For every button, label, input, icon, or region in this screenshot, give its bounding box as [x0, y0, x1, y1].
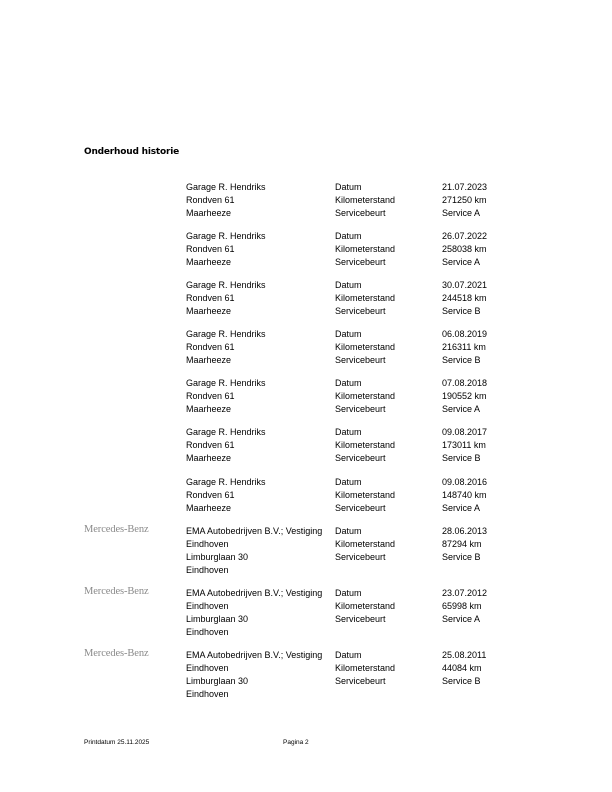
- field-value: Service A: [442, 208, 481, 218]
- field-value: Service A: [442, 404, 481, 414]
- dealer-line: Garage R. Hendriks: [186, 477, 266, 487]
- entry-dealer-column: [186, 230, 266, 269]
- field-value: 216311 km: [442, 342, 486, 352]
- field-value: 30.07.2021: [442, 280, 488, 290]
- dealer-line: Eindhoven: [186, 689, 229, 699]
- field-value: Service A: [442, 503, 481, 513]
- entry-labels-column: [335, 587, 395, 626]
- field-label: Datum: [335, 588, 362, 598]
- field-label: Kilometerstand: [335, 195, 396, 205]
- entry-values-column: [442, 587, 487, 626]
- field-label: Kilometerstand: [335, 490, 396, 500]
- entry-values-column: [442, 525, 487, 564]
- field-value: 07.08.2018: [442, 378, 488, 388]
- dealer-line: Garage R. Hendriks: [186, 231, 266, 241]
- field-label: Kilometerstand: [335, 293, 396, 303]
- entry-values-column: [442, 328, 487, 367]
- dealer-line: Maarheeze: [186, 503, 232, 513]
- entry-labels-column: [335, 525, 395, 564]
- entry-values-column: [442, 181, 487, 220]
- dealer-line: Maarheeze: [186, 208, 232, 218]
- field-value: 244518 km: [442, 293, 487, 303]
- entry-labels-column: [335, 377, 395, 416]
- dealer-line: Garage R. Hendriks: [186, 427, 266, 437]
- dealer-line: EMA Autobedrijven B.V.; Vestiging: [186, 650, 323, 660]
- dealer-line: Eindhoven: [186, 627, 229, 637]
- dealer-line: EMA Autobedrijven B.V.; Vestiging: [186, 526, 323, 536]
- field-label: Datum: [335, 526, 362, 536]
- entry-labels-column: [335, 181, 395, 220]
- field-value: Service A: [442, 257, 481, 267]
- field-label: Servicebeurt: [335, 208, 386, 218]
- field-label: Servicebeurt: [335, 355, 386, 365]
- entry-values-column: [442, 426, 487, 465]
- entry-values-column: [442, 649, 486, 688]
- page-number: Pagina 2: [283, 739, 309, 746]
- field-label: Servicebeurt: [335, 257, 386, 267]
- dealer-line: Eindhoven: [186, 565, 229, 575]
- entry-dealer-column: [186, 328, 266, 367]
- dealer-line: Rondven 61: [186, 293, 235, 303]
- field-label: Datum: [335, 182, 362, 192]
- entry-dealer-column: [186, 587, 322, 639]
- entry-dealer-column: [186, 426, 266, 465]
- entry-labels-column: [335, 328, 395, 367]
- field-label: Kilometerstand: [335, 391, 396, 401]
- field-label: Servicebeurt: [335, 503, 386, 513]
- field-label: Servicebeurt: [335, 552, 386, 562]
- dealer-line: Eindhoven: [186, 663, 229, 673]
- entry-dealer-column: [186, 377, 266, 416]
- entry-labels-column: [335, 476, 395, 515]
- field-label: Servicebeurt: [335, 614, 386, 624]
- field-label: Servicebeurt: [335, 453, 386, 463]
- field-label: Datum: [335, 650, 362, 660]
- field-value: Service B: [442, 355, 481, 365]
- entry-labels-column: [335, 230, 395, 269]
- dealer-line: Limburglaan 30: [186, 614, 249, 624]
- dealer-line: Limburglaan 30: [186, 676, 249, 686]
- mercedes-benz-logo: Mercedes-Benz: [84, 648, 149, 659]
- field-value: 06.08.2019: [442, 329, 488, 339]
- dealer-line: EMA Autobedrijven B.V.; Vestiging: [186, 588, 323, 598]
- print-date: Printdatum 25.11.2025: [84, 739, 150, 746]
- entry-values-column: [442, 476, 487, 515]
- dealer-line: Rondven 61: [186, 342, 235, 352]
- dealer-line: Maarheeze: [186, 306, 232, 316]
- field-value: 173011 km: [442, 440, 486, 450]
- entry-dealer-column: [186, 649, 322, 701]
- field-value: Service A: [442, 614, 481, 624]
- dealer-line: Garage R. Hendriks: [186, 280, 266, 290]
- dealer-line: Maarheeze: [186, 257, 232, 267]
- field-value: 271250 km: [442, 195, 487, 205]
- entry-labels-column: [335, 279, 395, 318]
- field-label: Kilometerstand: [335, 663, 396, 673]
- field-value: 87294 km: [442, 539, 482, 549]
- field-value: 23.07.2012: [442, 588, 488, 598]
- field-label: Datum: [335, 231, 362, 241]
- dealer-line: Rondven 61: [186, 244, 235, 254]
- field-value: 09.08.2017: [442, 427, 488, 437]
- dealer-line: Rondven 61: [186, 391, 235, 401]
- field-value: 09.08.2016: [442, 477, 488, 487]
- entry-labels-column: [335, 649, 395, 688]
- entry-values-column: [442, 279, 487, 318]
- entry-values-column: [442, 230, 487, 269]
- field-value: 190552 km: [442, 391, 487, 401]
- mercedes-benz-logo: Mercedes-Benz: [84, 524, 149, 535]
- dealer-line: Eindhoven: [186, 539, 229, 549]
- field-value: Service B: [442, 453, 481, 463]
- dealer-line: Maarheeze: [186, 453, 232, 463]
- field-value: 21.07.2023: [442, 182, 488, 192]
- field-label: Servicebeurt: [335, 306, 386, 316]
- entry-labels-column: [335, 426, 395, 465]
- field-value: Service B: [442, 676, 481, 686]
- field-label: Servicebeurt: [335, 676, 386, 686]
- field-label: Kilometerstand: [335, 601, 396, 611]
- field-label: Datum: [335, 280, 362, 290]
- dealer-line: Rondven 61: [186, 195, 235, 205]
- field-label: Kilometerstand: [335, 440, 396, 450]
- dealer-line: Maarheeze: [186, 404, 232, 414]
- field-value: 44084 km: [442, 663, 482, 673]
- entry-dealer-column: [186, 279, 266, 318]
- field-value: Service B: [442, 306, 481, 316]
- field-value: 258038 km: [442, 244, 487, 254]
- entry-dealer-column: [186, 476, 266, 515]
- dealer-line: Rondven 61: [186, 490, 235, 500]
- field-label: Servicebeurt: [335, 404, 386, 414]
- mercedes-benz-logo: Mercedes-Benz: [84, 586, 149, 597]
- dealer-line: Rondven 61: [186, 440, 235, 450]
- field-value: Service B: [442, 552, 481, 562]
- entry-values-column: [442, 377, 487, 416]
- dealer-line: Garage R. Hendriks: [186, 329, 266, 339]
- entry-dealer-column: [186, 181, 266, 220]
- section-title: Onderhoud historie: [84, 147, 179, 157]
- dealer-line: Maarheeze: [186, 355, 232, 365]
- field-label: Datum: [335, 329, 362, 339]
- field-value: 65998 km: [442, 601, 482, 611]
- entry-dealer-column: [186, 525, 322, 577]
- dealer-line: Garage R. Hendriks: [186, 182, 266, 192]
- field-label: Kilometerstand: [335, 244, 396, 254]
- field-label: Kilometerstand: [335, 342, 396, 352]
- field-label: Datum: [335, 477, 362, 487]
- field-value: 25.08.2011: [442, 650, 487, 660]
- field-label: Datum: [335, 378, 362, 388]
- field-value: 148740 km: [442, 490, 487, 500]
- field-label: Datum: [335, 427, 362, 437]
- field-value: 28.06.2013: [442, 526, 488, 536]
- dealer-line: Garage R. Hendriks: [186, 378, 266, 388]
- field-value: 26.07.2022: [442, 231, 488, 241]
- dealer-line: Limburglaan 30: [186, 552, 249, 562]
- dealer-line: Eindhoven: [186, 601, 229, 611]
- field-label: Kilometerstand: [335, 539, 396, 549]
